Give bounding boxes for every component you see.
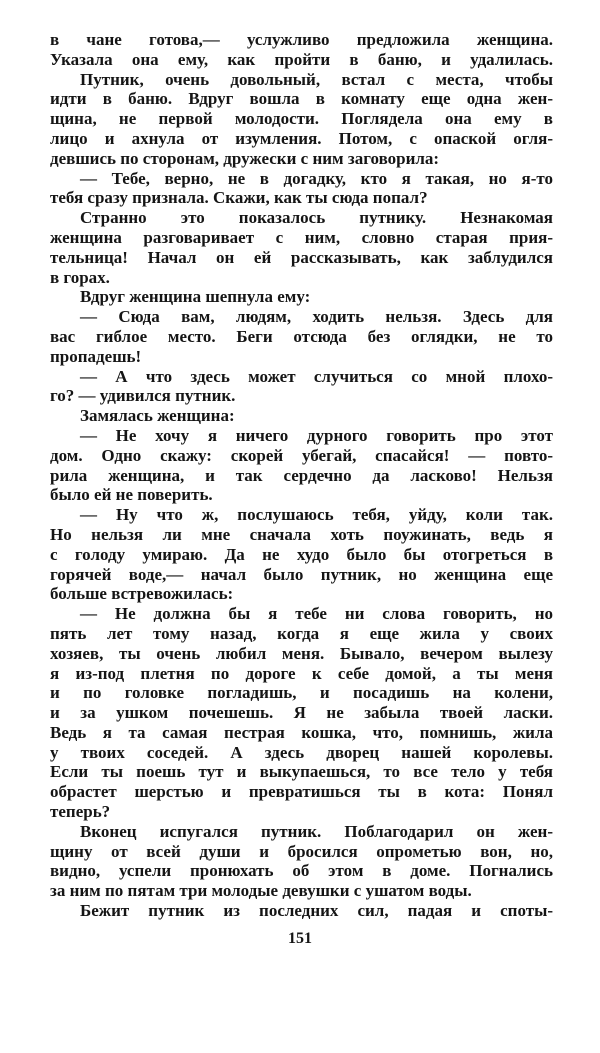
paragraph [50,70,553,169]
paragraph [50,426,553,505]
text-line: щину от всей души и бросился опрометью вон, но, [50,841,553,861]
text-line: Странно это показалось путнику. Незнакомая [80,208,553,228]
paragraph [50,367,553,407]
page-number: 151 [288,930,312,947]
text-line: лицо и ахнула от изумления. Потом, с опаской огля- [50,128,553,148]
text-line: в горах. [50,267,110,287]
paragraph [50,822,553,901]
text-line: у твоих соседей. А здесь дворец нашей королевы. [50,742,553,762]
text-line: Путник, очень довольный, встал с места, чтобы [80,69,553,89]
text-line: тельница! Начал он ей рассказывать, как заблудился [50,247,553,267]
text-line: было ей не поверить. [50,485,213,505]
text-line: и по головке погладишь, и посадишь на колени, [50,683,553,703]
paragraph [50,604,553,822]
text-line: девшись по сторонам, дружески с ним заговорила: [50,148,440,168]
text-line: — Не должна бы я тебе ни слова говорить, но [80,604,553,624]
text-line: я из-под плетня по дороге к себе домой, а ты меня [50,663,553,683]
text-line: горячей воде,— начал было путник, но женщина еще [50,564,553,584]
text-line: — Сюда вам, людям, ходить нельзя. Здесь для [80,307,553,327]
text-line: вас гиблое место. Беги отсюда без оглядки, не то [50,326,553,346]
text-line: видно, успели пронюхать об этом в доме. Погнались [50,861,553,881]
paragraph [50,307,553,366]
text-line: — А что здесь может случиться со мной плохо- [80,366,553,386]
book-page-text [50,30,553,921]
paragraph [50,406,553,426]
text-line: и за ушком почешешь. Я не забыла твоей ласки. [50,703,553,723]
text-line: го? — удивился путник. [50,386,236,406]
text-line: — Тебе, верно, не в догадку, кто я такая, но я-то [80,168,553,188]
text-line: Ведь я та самая пестрая кошка, что, помнишь, жила [50,722,553,742]
text-line: в чане готова,— услужливо предложила женщина. [50,30,553,49]
text-line: Вдруг женщина шепнула ему: [80,287,311,307]
text-line: тебя сразу признала. Скажи, как ты сюда попал? [50,188,428,208]
text-line: Вконец испугался путник. Поблагодарил он жен- [80,821,553,841]
text-line: пропадешь! [50,346,142,366]
text-line: рила женщина, и так сердечно да ласково! Нельзя [50,465,553,485]
paragraph [50,901,553,921]
text-line: идти в баню. Вдруг вошла в комнату еще одна жен- [50,89,553,109]
paragraph [50,505,553,604]
text-line: обрастет шерстью и превратишься ты в кота: Понял [50,782,553,802]
text-line: пять лет тому назад, когда я еще жила у своих [50,623,553,643]
text-line: женщина разговаривает с ним, словно старая прия- [50,227,553,247]
text-line: щина, не первой молодости. Поглядела она ему в [50,109,553,129]
text-line: теперь? [50,802,111,822]
text-line: Указала она ему, как пройти в баню, и удалилась. [50,49,553,69]
text-line: с голоду умираю. Да не худо было бы отогреться в [50,544,553,564]
paragraph [50,208,553,287]
text-line: — Не хочу я ничего дурного говорить про этот [80,425,553,445]
text-line: Если ты поешь тут и выкупаешься, то все тело у тебя [50,762,553,782]
paragraph [50,287,553,307]
text-line: — Ну что ж, послушаюсь тебя, уйду, коли так. [80,505,553,525]
paragraph [50,30,553,70]
text-line: дом. Одно скажу: скорей убегай, спасайся! — повто- [50,445,553,465]
text-line: хозяев, ты очень любил меня. Бывало, вечером вылезу [50,643,553,663]
text-line: больше встревожилась: [50,584,234,604]
text-line: Замялась женщина: [80,406,235,426]
paragraph [50,169,553,209]
text-line: за ним по пятам три молодые девушки с ушатом воды. [50,881,472,901]
text-line: Бежит путник из последних сил, падая и споты- [80,901,553,921]
text-line: Но нельзя ли мне сначала хоть поужинать, ведь я [50,524,553,544]
